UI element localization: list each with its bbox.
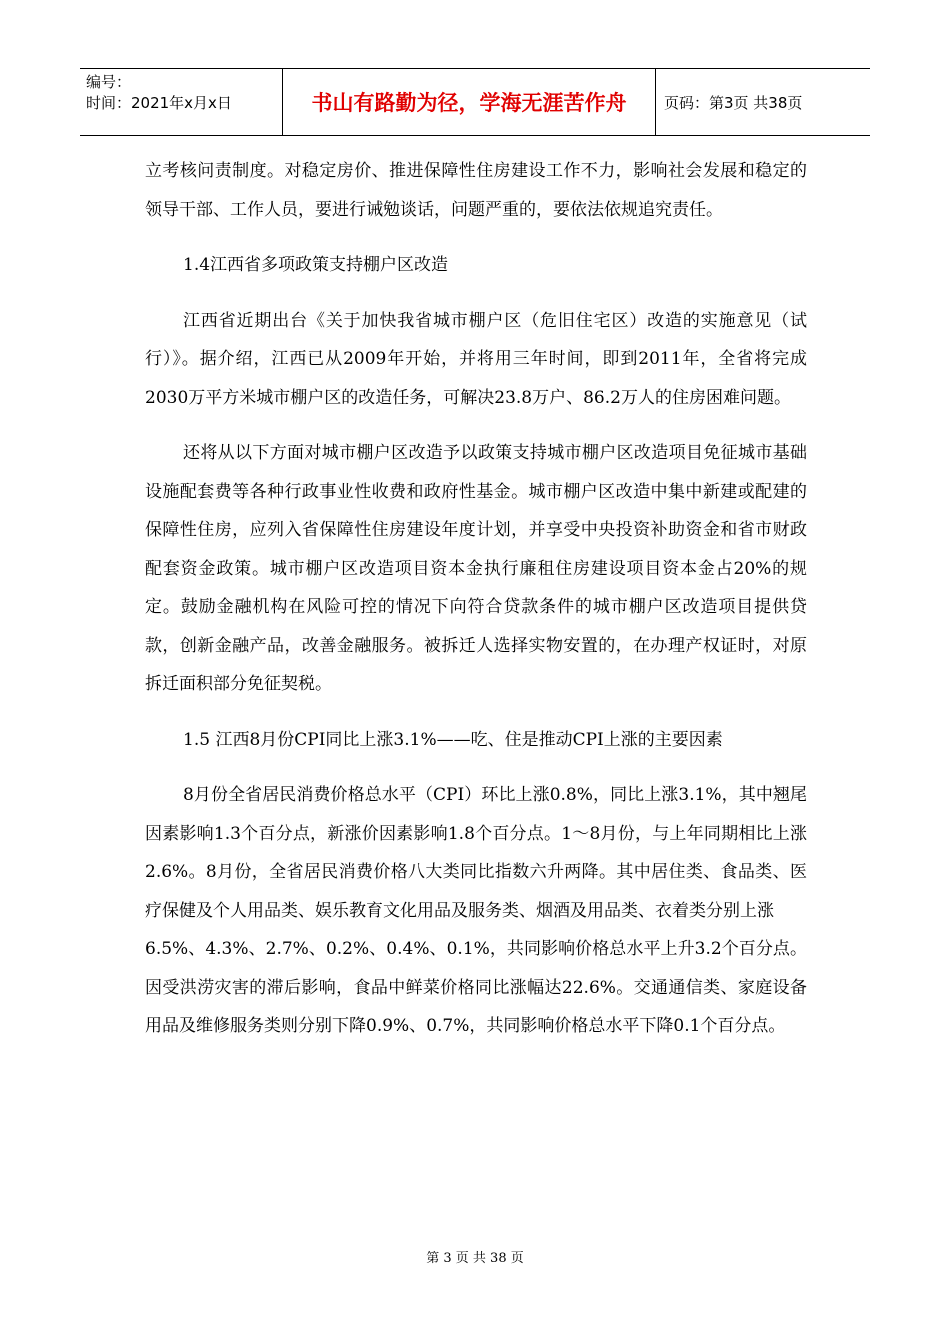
paragraph-cpi: 8月份全省居民消费价格总水平（CPI）环比上涨0.8%，同比上涨3.1%，其中翘尾因素影响1.3个百分点，新涨价因素影响1.8个百分点。1～8月份，与上年同期相比上涨2.6%。8月份，全省居民消费价格八大类同比指数六升两降。其中居住类、食品类、医疗保健及个人用品类、娱乐教育文化用品及服务类、烟酒及用品类、衣着类分别上涨 [145, 785, 807, 921]
header-page-info: 页码：第3页 共38页 [664, 93, 803, 112]
page-footer: 第 3 页 共 38 页 [426, 1251, 524, 1266]
code-label: 编号： [86, 73, 132, 91]
paragraph-policy-intro: 江西省近期出台《关于加快我省城市棚户区（危旧住宅区）改造的实施意见（试行）》。据介绍，江西已从2009年开始，并将用三年时间，即到2011年，全省将完成2030万平方米城市棚户区的改造任务，可解决23.8万户、86.2万人的住房困难问题。 [145, 310, 807, 408]
page-header [80, 68, 870, 136]
section-heading-1-5: 1.5 江西8月份CPI同比上涨3.1%——吃、住是推动CPI上涨的主要因素 [183, 729, 723, 750]
header-motto: 书山有路勤为径，学海无涯苦作舟 [282, 69, 656, 135]
date-label: 时间：2021年x月x日 [86, 94, 232, 112]
section-heading-1-4: 1.4江西省多项政策支持棚户区改造 [183, 255, 449, 275]
paragraph-continuation: 立考核问责制度。对稳定房价、推进保障性住房建设工作不力，影响社会发展和稳定的领导干部、工作人员，要进行诫勉谈话，问题严重的，要依法依规追究责任。 [145, 161, 807, 220]
paragraph-cpi-continued: 6.5%、4.3%、2.7%、0.2%、0.4%、0.1%，共同影响价格总水平上升3.2个百分点。因受洪涝灾害的滞后影响，食品中鲜菜价格同比涨幅达22.6%。交通通信类、家庭设备用品及维修服务类则分别下降0.9%、0.7%，共同影响价格总水平下降0.1个百分点。 [145, 939, 807, 1036]
header-meta [80, 69, 282, 135]
document-body [145, 152, 807, 1046]
paragraph-policy-support: 还将从以下方面对城市棚户区改造予以政策支持城市棚户区改造项目免征城市基础设施配套费等各种行政事业性收费和政府性基金。城市棚户区改造中集中新建或配建的保障性住房，应列入省保障性住房建设年度计划，并享受中央投资补助资金和省市财政配套资金政策。城市棚户区改造项目资本金执行廉租住房建设项目资本金占20%的规定。鼓励金融机构在风险可控的情况下向符合贷款条件的城市棚户区改造项目提供贷款，创新金融产品，改善金融服务。被拆迁人选择实物安置的，在办理产权证时，对原拆迁面积部分免征契税。 [145, 443, 807, 694]
